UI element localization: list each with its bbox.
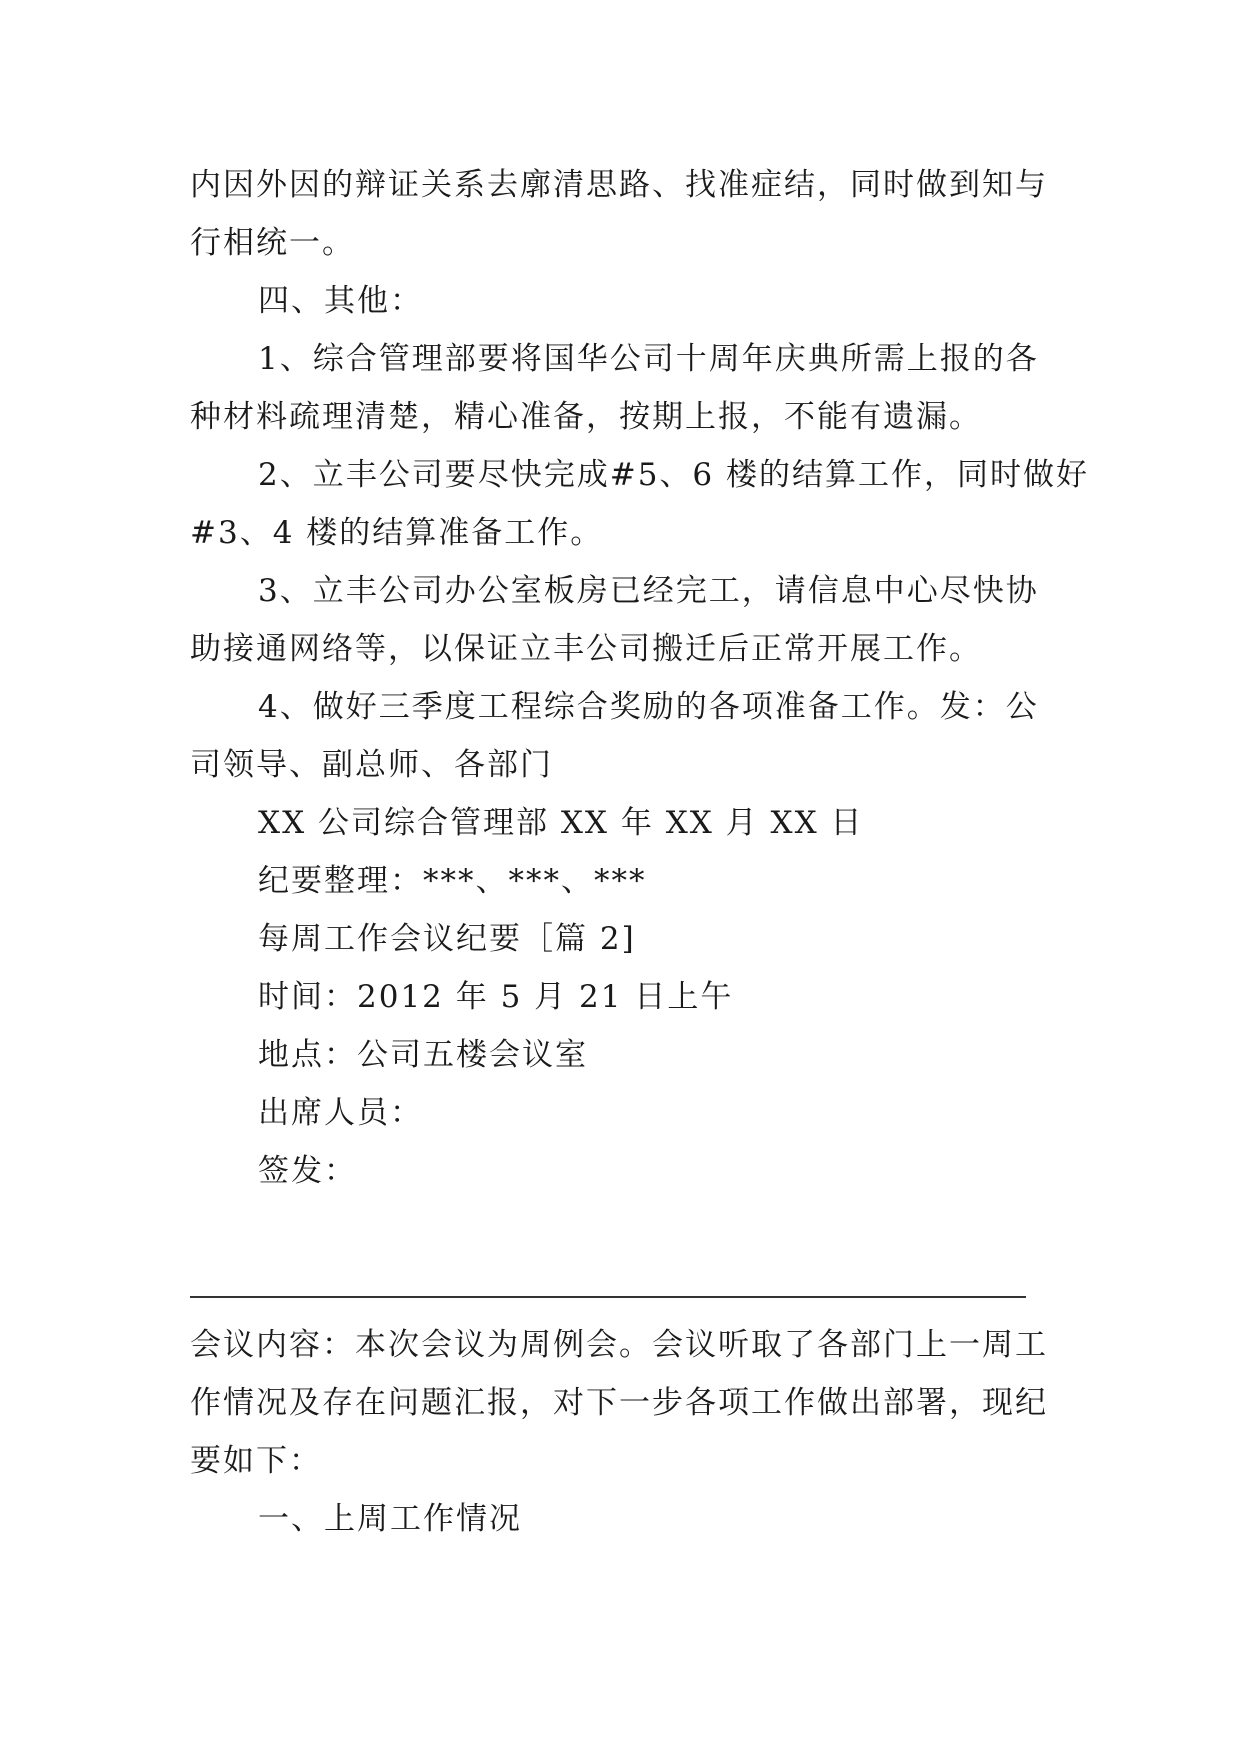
body-text-line: 内因外因的辩证关系去廓清思路、找准症结，同时做到知与 xyxy=(190,167,1048,203)
meeting-content-line: 会议内容：本次会议为周例会。会议听取了各部门上一周工 xyxy=(190,1327,1048,1363)
body-text-line: 种材料疏理清楚，精心准备，按期上报，不能有遗漏。 xyxy=(190,399,982,435)
body-text-line: 行相统一。 xyxy=(190,225,355,261)
section-heading-last-week: 一、上周工作情况 xyxy=(258,1501,522,1537)
body-text-line: 司领导、副总师、各部门 xyxy=(190,747,553,783)
body-text-line: 要如下： xyxy=(190,1443,322,1479)
body-text-line: 助接通网络等，以保证立丰公司搬迁后正常开展工作。 xyxy=(190,631,982,667)
horizontal-divider xyxy=(190,1296,1026,1298)
list-item-1: 1、综合管理部要将国华公司十周年庆典所需上报的各 xyxy=(258,341,1039,377)
body-text-line: #3、4 楼的结算准备工作。 xyxy=(190,515,604,551)
section-heading-other: 四、其他： xyxy=(258,283,423,319)
minutes-recorder-line: 纪要整理：***、***、*** xyxy=(258,863,647,899)
body-text-line: 作情况及存在问题汇报，对下一步各项工作做出部署，现纪 xyxy=(190,1385,1048,1421)
list-item-4: 4、做好三季度工程综合奖励的各项准备工作。发：公 xyxy=(258,689,1039,725)
list-item-2: 2、立丰公司要尽快完成#5、6 楼的结算工作，同时做好 xyxy=(258,457,1089,493)
list-item-3: 3、立丰公司办公室板房已经完工，请信息中心尽快协 xyxy=(258,573,1039,609)
document-subtitle: 每周工作会议纪要［篇 2] xyxy=(258,921,636,957)
attendees-line: 出席人员： xyxy=(258,1095,423,1131)
issuer-date-line: XX 公司综合管理部 XX 年 XX 月 XX 日 xyxy=(258,805,864,841)
meeting-location-line: 地点：公司五楼会议室 xyxy=(258,1037,588,1073)
meeting-time-line: 时间：2012 年 5 月 21 日上午 xyxy=(258,979,734,1015)
signoff-line: 签发： xyxy=(258,1153,357,1189)
